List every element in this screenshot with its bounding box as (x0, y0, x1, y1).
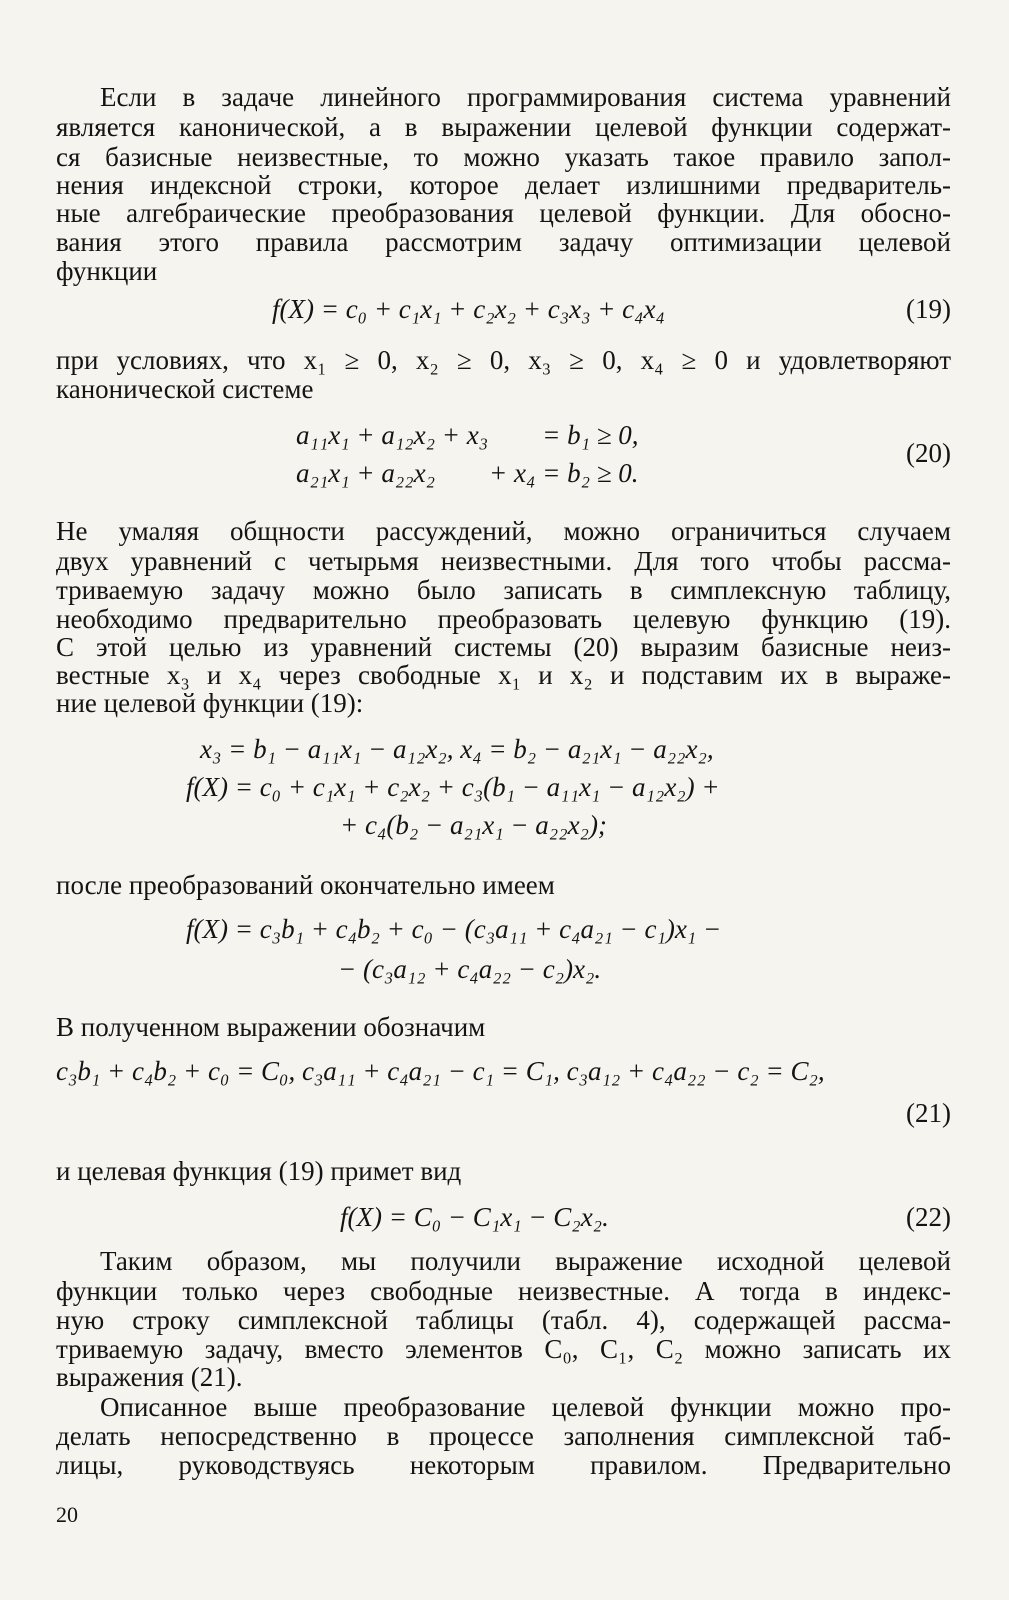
page-number: 20 (56, 1502, 78, 1527)
equation-22: f(X) = C₀ − C₁x₁ − C₂x₂. (340, 1202, 609, 1232)
text-line: Таким образом, мы получили выражение исходной целевой (100, 1246, 951, 1276)
text-line: функции (56, 256, 158, 286)
text-line: вания этого правила рассмотрим задачу оптимизации целевой (56, 227, 951, 257)
text-line: нения индексной строки, которое делает излишними предваритель- (56, 170, 951, 200)
text-line: канонической системе (56, 374, 314, 404)
text-line: двух уравнений с четырьмя неизвестными. Для того чтобы рассма- (56, 546, 951, 576)
text-line: триваемую задачу, вместо элементов C₀, C₁, C₂ можно записать их (56, 1334, 951, 1364)
text-line: ние целевой функции (19): (56, 688, 364, 718)
text-line: Не умаляя общности рассуждений, можно ограничиться случаем (56, 516, 951, 546)
text-line: ную строку симплексной таблицы (табл. 4), содержащей рассма- (56, 1305, 951, 1335)
text-line: при условиях, что x₁ ≥ 0, x₂ ≥ 0, x₃ ≥ 0, x₄ ≥ 0 и удовлетворяют (56, 345, 951, 375)
text-line: ся базисные неизвестные, то можно указать такое правило запол- (56, 142, 951, 172)
equation-number-21: (21) (906, 1098, 951, 1128)
text-line: и целевая функция (19) примет вид (56, 1156, 462, 1186)
text-line: вестные x₃ и x₄ через свободные x₁ и x₂ и подставим их в выраже- (56, 660, 951, 690)
equation-20-line-2: a₂₁x₁ + a₂₂x₂ + x₄ = b₂ ≥ 0. (296, 458, 639, 488)
text-line: В полученном выражении обозначим (56, 1012, 486, 1042)
text-line: функции только через свободные неизвестные. А тогда в индекс- (56, 1276, 951, 1306)
equation-20-line-1: a₁₁x₁ + a₁₂x₂ + x₃ = b₁ ≥ 0, (296, 420, 639, 450)
text-line: триваемую задачу можно было записать в симплексную таблицу, (56, 575, 951, 605)
equation-substitution-1: x₃ = b₁ − a₁₁x₁ − a₁₂x₂, x₄ = b₂ − a₂₁x₁ − a₂₂x₂, (200, 734, 714, 764)
equation-final-2: − (c₃a₁₂ + c₄a₂₂ − c₂)x₂. (338, 954, 602, 984)
text-line: лицы, руководствуясь некоторым правилом. Предварительно (56, 1450, 951, 1480)
equation-21: c₃b₁ + c₄b₂ + c₀ = C₀, c₃a₁₁ + c₄a₂₁ − c₁ = C₁, c₃a₁₂ + c₄a₂₂ − c₂ = C₂, (56, 1056, 825, 1086)
equation-substitution-3: + c₄(b₂ − a₂₁x₁ − a₂₂x₂); (340, 810, 607, 840)
text-line: делать непосредственно в процессе заполнения симплексной таб- (56, 1421, 951, 1451)
equation-substitution-2: f(X) = c₀ + c₁x₁ + c₂x₂ + c₃(b₁ − a₁₁x₁ − a₁₂x₂) + (186, 772, 720, 802)
text-line: ные алгебраические преобразования целевой функции. Для обосно- (56, 198, 951, 228)
text-line: является канонической, а в выражении целевой функции содержат- (56, 112, 951, 142)
equation-19: f(X) = c₀ + c₁x₁ + c₂x₂ + c₃x₃ + c₄x₄ (272, 294, 665, 324)
equation-number-22: (22) (906, 1202, 951, 1232)
equation-final-1: f(X) = c₃b₁ + c₄b₂ + c₀ − (c₃a₁₁ + c₄a₂₁ − c₁)x₁ − (186, 914, 722, 944)
text-line: выражения (21). (56, 1362, 243, 1392)
text-line: необходимо предварительно преобразовать целевую функцию (19). (56, 604, 951, 634)
equation-number-20: (20) (906, 438, 951, 468)
text-line: Описанное выше преобразование целевой функции можно про- (100, 1392, 951, 1422)
text-line: Если в задаче линейного программирования система уравнений (100, 82, 951, 112)
equation-number-19: (19) (906, 294, 951, 324)
text-line: С этой целью из уравнений системы (20) выразим базисные неиз- (56, 632, 951, 662)
text-line: после преобразований окончательно имеем (56, 870, 555, 900)
